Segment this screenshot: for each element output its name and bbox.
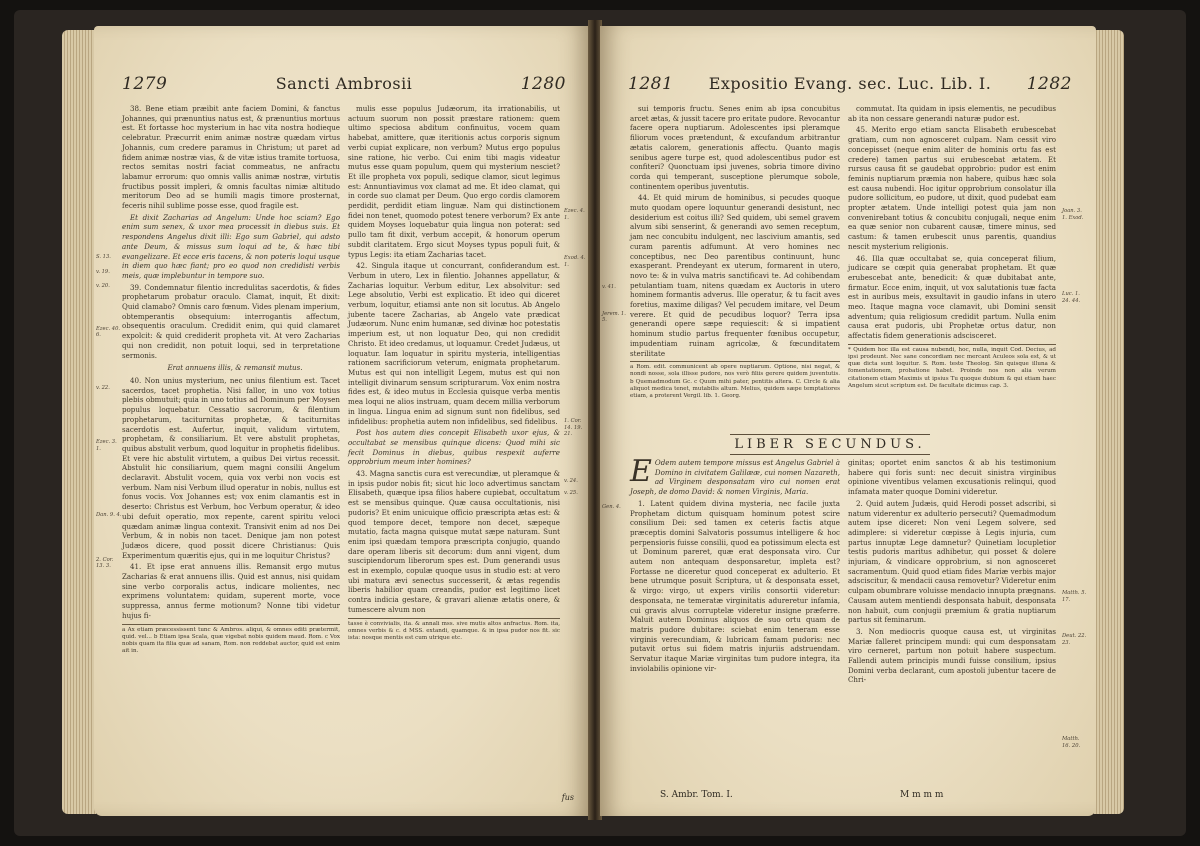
margin-note: v. 22. — [96, 384, 110, 391]
margin-note: Luc. 1. 24. 44. — [1062, 291, 1081, 304]
page-number-1280: 1280 — [520, 74, 566, 94]
running-head-right: Expositio Evang. sec. Luc. Lib. I. — [708, 74, 992, 93]
paragraph: 41. Et ipse erat annuens illis. Remansit ergo mutus Zacharias & erat annuens illis. Quid est annus, nisi quidam sine verbo corporalis actus, indicare molientes, nec exprimens voluntatem: quidam, superent morte, voce suppressa, annus ferme motionum? Nonne tibi videtur hujus fi- — [122, 562, 340, 620]
margin-note: 1. Cor. 14. 19. 21. — [564, 418, 583, 437]
catchword: fus — [561, 793, 574, 802]
margin-note: Deut. 22. 23. — [1062, 633, 1087, 646]
book-two-heading: LIBER SECUNDUS. — [730, 434, 930, 455]
paragraph: 43. Magna sanctis cura est verecundiæ, ut pleramque & in ipsis pudor nobis fit; sicut hic loco advertimus sanctam Elisabeth, quæque ipsa filios habere cupiebat, occultatum est se mensibus quinque. Quæ causa occultationis, nisi pudoris? Et enim unicuique officio præscripta ætas est: & quod tempore decet, tempore non decet, sæpeque mutatio, facta magna quisque mutat sæpe naturam. Sunt enim ipsi quædam tempora præscripta conjugio, quando dare operam liberis sit decorum: dum anni vigent, dum suscipiendorum liberorum spes est. Dum generandi usus est in exemplo, copulæ quoque usus in studio est: at vero ubi matura ævi senectus successerit, & ætas regendis liberis habilior quam creandis, pudor est legitimo licet contra indicia gestare, & gravari alienæ ætatis onere, & tumescere alvum non — [348, 469, 560, 614]
margin-note: Jerem. 1. 5. — [602, 310, 626, 323]
left-page-header — [122, 74, 566, 100]
paragraph: 40. Non unius mysterium, nec unius filentium est. Tacet sacerdos, tacet prophetia. Nisi fallor, in uno vox totius plebis obmutuit; quia in uno totius ad Dominum per Moysen populus loquebatur. Cessatio sacrorum, & filentium prophetarum, taciturnitas prophetæ, & taciturnitas sacerdotis est. Aufertur, inquit, validum virtutem, prophetam, & consiliarium. Et vere abstulit prophetas, quibus abstulit verbum, quod loquitur in prophetis fidelibus. Et vere hic abstulit virtutem, a quibus Dei virtus recessit. Abstulit hic consiliarium, quem magni consilii Angelum declaravit. Abstulit vocem, quia vox verbi non vocis est verbum. Nam nisi Verbum illud operatur in nobis, nullus est fonus vocis. Vox Johannes est; vox enim clamantis est in deserto: Christus est Verbum, hoc Verbum operatur, & ideo ubi defuit operatio, mox repente, carent spiritu veloci quædam animæ lingua contexit. Transivit enim ad nos Dei Verbum, & in nobis non tacet. Denique jam non potest Judæos dicere, quod possit dicere Christianus: Quis Experimentum quæritis ejus, qui in me loquitur Christus? — [122, 375, 340, 560]
left-page-edges — [62, 30, 96, 814]
margin-note: v. 25. — [564, 490, 578, 496]
margin-note: Matth. 16. 20. — [1062, 736, 1081, 749]
scripture-quote — [630, 454, 840, 497]
right-page-header — [628, 74, 1072, 100]
paragraph: ginitas; oportet enim sanctos & ab his testimonium habere qui foris sunt: nec decuit sinistra virginibus opinione viventibus velamen excusationis relinqui, quod infamata mater quoque Domini videretur. — [848, 458, 1056, 497]
signature-line: S. Ambr. Tom. I. — [660, 790, 733, 800]
paragraph: 3. Non mediocris quoque causa est, ut virginitas Mariæ falleret principem mundi: qui cum desponsatam viro cerneret, partum non potuit habere suspectum. Fallendi autem principis mundi fuisse consilium, ipsius Domini verba declarant, cum apostoli jubentur tacere de Chri- — [848, 626, 1056, 685]
book-two-column-2 — [848, 458, 1056, 778]
footnotes: a Rom. edit. communicent ab opere nuptiarum. Optione, nisi negat, & nondi nosse, sola illisse pudore, nos verò filiis gerere quidem juventutis. b Quemadmodum Gc. c Quum mihi pater, pentitis altera. C. Circle & alia aliquot medica tenet, mutabilis altum. Melius, quidem sæpe temptatiores etiam, a proterent Vergil. lib. 1. Georg. — [630, 361, 840, 400]
paragraph: mulis esse populus Judæorum, ita irrationabilis, ut actuum suorum non possit præstare rationem: quem ultimo speciosa abditum confinuitus, vocem quam habebat, amittere, quæ iteritionis actus corporis signum verbi cupiat explicare, non verbum? Mutus ergo populus sine ratione, hic verbo. Cui enim tibi magis videatur mutus esse quam populum, quem qui mysterium nesciet? Et ille propheta vox populi, sedique clamor, sicut legimus est: Annuntiavimus vox clamat ad me. Et ideo clamat, qui in corde suo clamat per Deum. Quo ergo cordis clamorem perdidit, perdidit etiam linguæ. Nam qui distinctionem fidei non tenet, quomodo potest tenere verborum? Ex ante quidem Moyses loquebatur quia lingua non poterat: sed pullo tam fit dixit, verbum accepit, & honorum operum subdit claritatem. Ergo sicut Moyses typus populi fuit, & typus Legis: ita etiam Zacharias tacet. — [348, 104, 560, 259]
right-page-outer-margin-notes — [1062, 104, 1088, 749]
inner-margin-notes — [564, 104, 590, 497]
paragraph: 42. Singula itaque ut concurrant, confiderandum est. Verbum in utero, Lex in filentio. Johannes appellatur, & Zacharias loquitur. Verbum editur, Lex absolvitur: sed Lege absolutio, Verbi est explicatio. Et ideo qui diceret verbum, loquitur, etiamsi ante non sit locutus. Ab Angelo jubente tacere Zacharias, ab Angelo vate prædicat Judæorum. Nunc enim humanæ, sed divinæ hoc potestatis imperium est, ut non loquatur Deo, qui non credidit Christo. Et ideo credamus, ut loquamur. Credet Judæus, ut loquatur. Iam loquatur in spiritu mysteria, intelligentias rationem sacrificiorum veterum, enigmata prophetarum. Mutus est qui non intelligit Legem, mutus est qui non intelligit divinarum sensum scripturarum. Vox enim nostra fides est, & ideo mutus in Ecclesia quisque verba mentis mea loqui ne alios instruam, quam decem millia verborum in lingua. Lingua enim ad signum sunt non fidelibus, sed infidelibus: prophetia autem non infidelibus, sed fidelibus. — [348, 261, 560, 426]
paragraph: 45. Merito ergo etiam sancta Elisabeth erubescebat gratiam, cum non agnosceret culpam. Nam cessit viro concepisset (neque enim aliter de hominis ortu fas est credere) tamen partus sui erubescebat ætatem. Et rursus causa fit se gaudebat opprobrio: pudor est enim feminis nuptiarum præmia non habere, quibus hæc sola est causa nubendi. Hoc igitur opprobrium consolatur illa pudore sollicitum, eo pudore, ut dixit, quod pudebat eam propter ætatem. Unde intelligi potest quia jam non convenirebant totius & concubitu conjugali, neque enim ea quæ senior non cubarent causæ, timere minus, sed castum: & tamen erubescit unus parentis, quandius nescit mysterium religionis. — [848, 125, 1056, 251]
scripture-quote: Post hos autem dies concepit Elisabeth uxor ejus, & occultabat se mensibus quinque dicens: Quod mihi sic fecit Dominus in diebus, quibus respexit auferre opprobrium meum inter homines? — [348, 428, 560, 467]
margin-note: Ezec. 3. 1. — [96, 439, 117, 452]
right-page-column-2 — [848, 104, 1056, 434]
margin-note: S. 13. — [96, 254, 111, 260]
left-page-column-2 — [348, 104, 560, 794]
right-page-edges — [1094, 30, 1124, 814]
margin-note: v. 19. — [96, 268, 110, 275]
footnotes: * Quidem hoc illa est causa nubendi, hoc, nulla, inquit Cod. Decius, ad ipsi prodeunt. Nec sane concordiam nec mercant Aculeos sola est, & ut quæ dicta sunt loquitur. S. Rom. teste Theolog. Sin quisque illuna & fomentationem, probatione habet. Proinde nos non alia verum citationem etiam Maximis ut ipsius Tu quoque dubium & qui etiam haec Angelum sicut scriptum est. De facultate dicimus cap. 3. — [848, 344, 1056, 390]
paragraph: 2. Quid autem Judæis, quid Herodi posset adscribi, si natum viderentur ex adulterio persecuti? Quemadmodum autem ipse diceret: Non veni Legem solvere, sed adimplere: si videretur cœpisse à Legis injuria, cum partus innuptæ Lege damnetur? Quinetiam locupletior testis pudoris maritus adhibetur, qui posset & dolere injuriam, & vindicare opprobrium, si non agnosceret sacramentum. Quid quod etiam fides Mariæ verbis major adsciscitur, & mendacii causa removetur? Videretur enim culpam obumbrare voluisse mendacio innupta prægnans. Causam autem mentiendi desponsata habuit, desponsata non habuit, cum conjugii præmium & gratia nuptiarum partus sit feminarum. — [848, 498, 1056, 625]
footnotes: tasse è convivialis, ita. & annali mss. sive mutis altos anfractus. Rom. ita, omnes verbis & c. d MSS. extandi, quamque. & in ipsa pudor nos fit. sic ista: nosque mentis est cum utrique etc. — [348, 618, 560, 643]
margin-note: Ezec. 40. 6. — [96, 325, 121, 338]
margin-note: v. 41. — [602, 284, 616, 290]
left-page-column-1 — [122, 104, 340, 794]
margin-note: Exod. 4. 1. — [564, 255, 586, 268]
book-two-column-1 — [630, 454, 840, 778]
scripture-quote: Erat annuens illis, & remansit mutus. — [167, 363, 303, 373]
page-number-1281: 1281 — [628, 74, 674, 94]
margin-note: Joan. 3. 1. Exod. — [1062, 208, 1084, 221]
signature-mark: M m m m — [900, 790, 944, 800]
paragraph: 1. Latent quidem divina mysteria, nec facile juxta Prophetam dictum quisquam hominum potest scire consilium Dei: sed tamen ex ceteris factis atque præceptis domini Salvatoris possumus intelligere & hoc perpensioris fuisse consilii, quod ea potissimum electa est ut Dominum pareret, quæ erat desponsata viro. Cur autem non antequam desponsaretur, impleta est? Fortasse ne diceretur quod conceperat ex adulterio. Et bene utrumque posuit Scriptura, ut & desponsata esset, & virgo: virgo, ut expers virilis consortii videretur: desponsata, ne temeratæ virginitatis adureretur infamia, cui gravis alvus corruptelæ videretur insigne præferre. Maluit autem Dominus aliquos de suo ortu quam de matris pudore dubitare: sciebat enim teneram esse virginis verecundiam, & lubricam famam pudoris: nec putavit ortus sui fidem matris injuriis adstruendam. Servatur itaque Mariæ virginitas tum pudore integra, ita inviolabilis opinione vir- — [630, 498, 840, 673]
paragraph: 44. Et quid mirum de hominibus, si pecudes quoque muto quodam opere loquuntur generandi desistunt, nec desiderium est coitus illi? Sed quidem, ubi semel gravem alvum sibi senserint, & generandi avo semen receptum, jam nec concubitu indulgent, nec lascivium amantis, sed curam parentis adfumunt. At vero homines nec conceptibus, nec Deo parentibus continuunt, hunc exasperant. Prendeyant ex uterum, formarent in utero, novo te: & in vulva matris sanctificavi te. Ad cohibendam petulantiam tuam, nitens quædam ex Auctoris in utero hominem formantis adverus. Ille operatur, & tu facit aves foretius, maxime diligas? Vel pecudem imitare, vel Deum verere. Et quid de pecudibus loquor? Terra ipsa generandi opere sæpe requiescit: & si impatient hominum studio partus frequenter fœnibus occupetur, impudentiam ruinam agricolæ, & fœcunditatem sterilitate — [630, 193, 840, 358]
paragraph: sui temporis fructu. Senes enim ab ipsa concubitus arcet ætas, & jussit tacere pro eritate pudore. Revocantur facere opera nuptiarum. Adolescentes ipsi pleramque filiorum voces prætendunt, & excufandum arbitrantur ætatis calorem, generationis affectu. Quanto magis senibus agere turpe est, quod adolescentibus pudor est confiteri? Quonctuam ipsi juvenes, sobria timore divino corda qui temperant, susceptione plerumque sobole, continentem operibus juventutis. — [630, 104, 840, 191]
margin-note: 2. Cor. 13. 3. — [96, 556, 114, 569]
right-page — [600, 26, 1096, 816]
page-number-1279: 1279 — [122, 74, 168, 94]
right-page-inner-margin-notes — [602, 104, 628, 510]
footnotes: a Ax etiam præcessissent tunc & Ambros. aliqui, & omnes editi prætermit, quid. vel... b Etiam ipsa Scala, quæ vigebat nobis quidem maud. Rom. c Vox nobis quam ita filia quæ ad sanam, Rom. non reddebat auctor, quid est enim ait in. — [122, 624, 340, 656]
page-number-1282: 1282 — [1026, 74, 1072, 94]
drop-cap-e: E — [630, 454, 652, 489]
margin-note: Ezec. 4. 1. — [564, 208, 585, 221]
running-head-left: Sancti Ambrosii — [275, 74, 413, 93]
paragraph: commutat. Ita quidam in ipsis elementis, ne pecudibus ab ita non cessare generandi naturæ pudor est. — [848, 104, 1056, 123]
margin-note: Matth. 5. 17. — [1062, 590, 1087, 603]
margin-note: Gen. 4. — [602, 503, 621, 510]
paragraph: 46. Illa quæ occultabat se, quia conceperat filium, judicare se cœpit quia generabat prophetam. Et quæ erubescebat ante, benedicit: & quæ dubitabat ante, firmatur. Ecce enim, inquit, ut vox salutationis tuæ facta est in auribus meis, exsultavit in gaudio infans in utero meo. Itaque magna voce clamavit, ubi Domini sensit adventum; quia religiosum credidit partum. Nulla enim causa erat pudoris, ubi Prophetæ ortus datur, non affectatis fidem generationis adscisceret. — [848, 253, 1056, 341]
left-page — [94, 26, 590, 816]
left-page-margin-notes — [96, 104, 122, 570]
margin-note: v. 24. — [564, 477, 578, 484]
paragraph: 38. Bene etiam præibit ante faciem Domini, & fanctus Johannes, qui prænuntius natus est, & prænuntius mortuus est. Et fortasse hoc mysterium in hac vita nostra hodieque celebratur. Præcurrit enim animæ nostræ quædam virtus Johannis, cum credere paramus in Christum; ut paret ad fidem animæ nostræ vias, & de vitæ istius tramite tortuosa, rectos semitas nostri faciat commeatus, ne anfractu labamur errorum: quo omnis vallis animæ nostræ, virtutis fructibus possit impleri, & omnis facultas nimiæ altitudo meritorum Deo ad se humili magis timore prosternat, feceris nihil sublime posse esse, quod fragile est. — [122, 104, 340, 211]
margin-note: Dan. 9. 4. — [96, 512, 122, 518]
scripture-quote: Et dixit Zacharias ad Angelum: Unde hoc sciam? Ego enim sum senex, & uxor mea processit in diebus suis. Et respondens Angelus dixit illi: Ego sum Gabriel, qui adsto ante Deum, & missus sum loqui ad te, & hæc tibi evangelizare. Et ecce eris tacens, & non poteris loqui usque in diem quo hæc fiant; pro eo quod non credidisti verbis meis, quæ implebuntur in tempore suo. — [122, 212, 340, 280]
opening-verse: Odem autem tempore missus est Angelus Gabriel à Domino in civitatem Galilææ, cui nomen Nazareth, ad Virginem desponsatam viro cui nomen erat Joseph, de domo David: & nomen Virginis, Maria. — [630, 458, 840, 497]
margin-note: v. 20. — [96, 283, 110, 289]
right-page-column-1 — [630, 104, 840, 434]
paragraph: 39. Condemnatur filentio incredulitas sacerdotis, & fides prophetarum probatur oraculo. Clamat, inquit, Et dixit: Quid clamabo? Omnis caro fœnum. Vides plenam imperium, obtemperantis obsequium: interrogantis affectum, obsequentis oraculum. Credidit enim, qui quid clamaret expolcit: & quid crediderit propheta vit. At vero Zacharias qui non credidit, non potuit loqui, sed in terpretatione sermonis. — [122, 282, 340, 360]
